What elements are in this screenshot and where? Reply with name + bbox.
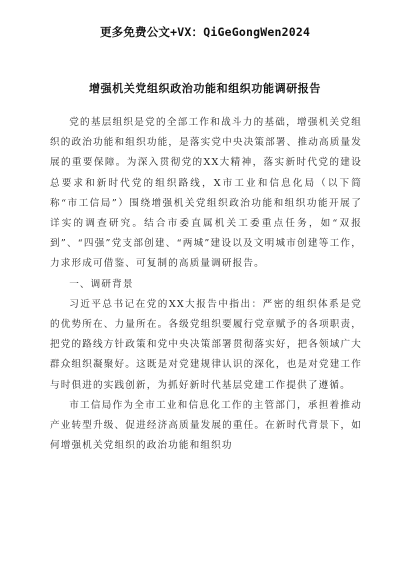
paragraph-intro: 党的基层组织是党的全部工作和战斗力的基础，增强机关党组织的政治功能和组织功能，是落实党中央决策部署、推动高质量发展的重要保障。为深入贯彻党的XX大精神，落实新时代党的建设总要求和新时代党的组织路线，X市工业和信息化局（以下简称“市工信局”）围绕增强机关党组织政治功能和组织功能开展了详实的调查研究。结合市委直属机关工委重点任务，如“双报到”、“四强”党支部创建、“两城”建设以及文明城市创建等工作，力求形成可借鉴、可复制的高质量调研报告。 [50, 117, 362, 270]
promo-banner: 更多免费公文+VX：QiGeGongWen2024 [99, 25, 311, 39]
paragraph-xi-quote: 习近平总书记在党的XX大报告中指出：严密的组织体系是党的优势所在、力量所在。各级党组织要履行党章赋予的各项职责，把党的路线方针政策和党中央决策部署贯彻落实好，把各领域广大群众组织凝聚好。这既是对党建规律认识的深化，也是对党建工作与时俱进的实践创新，为抓好新时代基层党建工作提供了遵循。 [50, 298, 362, 391]
section-heading-background: 一、调研背景 [69, 278, 134, 290]
document-body [50, 113, 362, 456]
paragraph-bureau: 市工信局作为全市工业和信息化工作的主管部门，承担着推动产业转型升级、促进经济高质量发展的重任。在新时代背景下，如何增强机关党组织的政治功能和组织功 [50, 399, 362, 452]
document-title: 增强机关党组织政治功能和组织功能调研报告 [89, 82, 321, 95]
